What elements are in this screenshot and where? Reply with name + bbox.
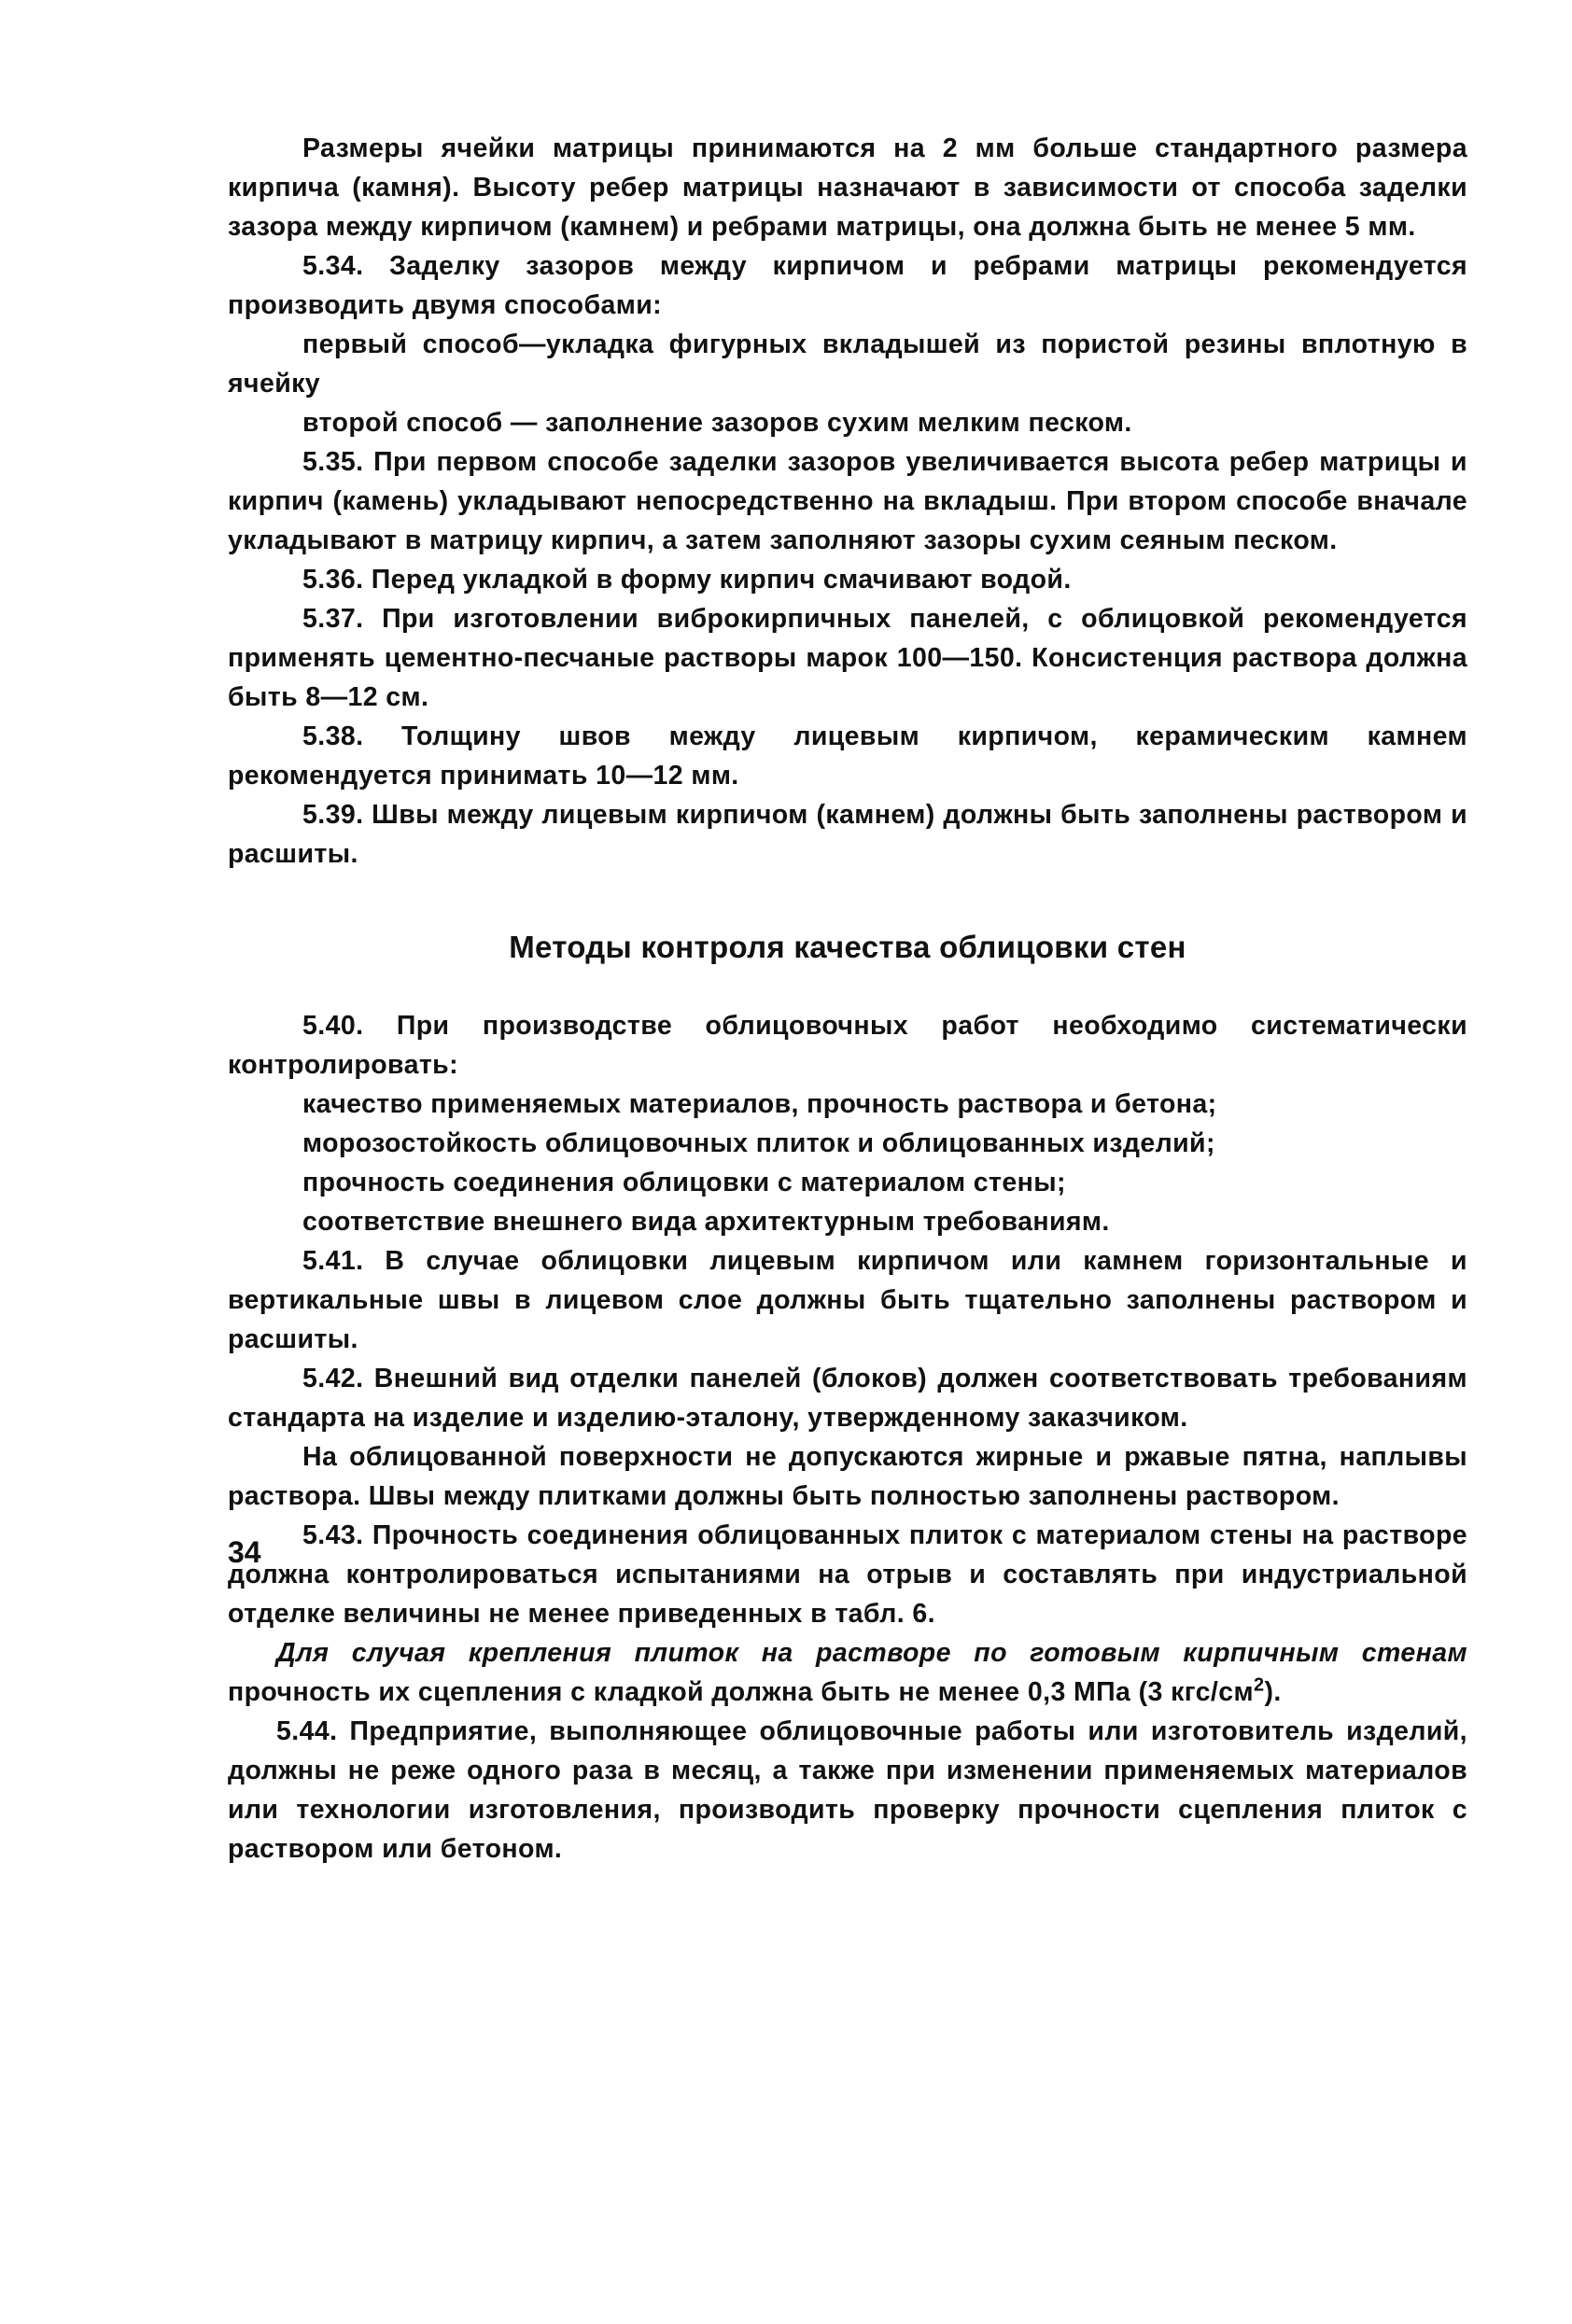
clause-number: 5.35. [302,447,364,477]
note-italic-text: Для случая крепления плиток на растворе по готовым кирпичным стенам [276,1638,1467,1668]
paragraph-5-39: 5.39. Швы между лицевым кирпичом (камнем) должны быть заполнены раствором и расшиты. [228,800,1467,869]
list-item: соответствие внешнего вида архитектурным требованиям. [302,1207,1110,1237]
clause-number: 5.40. [302,1011,364,1041]
paragraph-5-41: 5.41. В случае облицовки лицевым кирпичом или камнем горизонтальные и вертикальные швы в лицевом слое должны быть тщательно заполнены раствором и расшиты. [228,1246,1467,1354]
paragraph-5-36: 5.36. Перед укладкой в форму кирпич смачивают водой. [302,565,1072,595]
page-number: 34 [228,1535,261,1569]
clause-number: 5.39. [302,800,364,830]
paragraph-5-43: 5.43. Прочность соединения облицованных плиток с материалом стены на растворе должна контролироваться испытаниями на отрыв и составлять при индустриальной отделке величины не менее приведенных в табл. 6. [228,1520,1467,1629]
list-item: первый способ—укладка фигурных вкладышей из пористой резины вплотную в ячейку [228,329,1467,399]
clause-number: 5.37. [302,604,364,634]
clause-number: 5.43. [302,1520,364,1550]
list-item: качество применяемых материалов, прочность раствора и бетона; [302,1089,1217,1119]
paragraph: Размеры ячейки матрицы принимаются на 2 мм больше стандартного размера кирпича (камня). Высоту ребер матрицы назначают в зависимости от способа заделки зазора между кирпичом (камнем) и ребрами матрицы, она должна быть не менее 5 мм. [228,133,1467,242]
clause-number: 5.38. [302,721,364,751]
paragraph-5-37: 5.37. При изготовлении виброкирпичных панелей, с облицовкой рекомендуется применять цементно-песчаные растворы марок 100—150. Консистенция раствора должна быть 8—12 см. [228,604,1467,712]
list-item: прочность соединения облицовки с материалом стены; [302,1168,1066,1197]
list-item: второй способ — заполнение зазоров сухим мелким песком. [302,408,1132,438]
note-paragraph: Для случая крепления плиток на растворе по готовым кирпичным стенам прочность их сцепления с кладкой должна быть не менее 0,3 МПа (3 кгс/$см^2$). [228,1638,1467,1707]
superscript: 2 [1253,1674,1265,1696]
clause-number: 5.36. [302,565,364,595]
paragraph-5-38: 5.38. Толщину швов между лицевым кирпичом, керамическим камнем рекомендуется принимать 10—12 мм. [228,721,1467,791]
paragraph: На облицованной поверхности не допускаются жирные и ржавые пятна, наплывы раствора. Швы между плитками должны быть полностью заполнены раствором. [228,1442,1467,1511]
paragraph-5-40: 5.40. При производстве облицовочных работ необходимо систематически контролировать: [228,1011,1467,1080]
section-heading: Методы контроля качества облицовки стен [509,930,1186,964]
paragraph-5-34: 5.34. Заделку зазоров между кирпичом и ребрами матрицы рекомендуется производить двумя способами: [228,251,1467,320]
clause-number: 5.41. [302,1246,364,1276]
clause-number: 5.34. [302,251,364,281]
list-item: морозостойкость облицовочных плиток и облицованных изделий; [302,1128,1215,1158]
paragraph-5-44: 5.44. Предприятие, выполняющее облицовочные работы или изготовитель изделий, должны не реже одного раза в месяц, а также при изменении применяемых материалов или технологии изготовления, производить проверку прочности сцепления плиток с раствором или бетоном. [228,1716,1467,1864]
clause-number: 5.42. [302,1364,364,1393]
body-text [228,129,1467,1869]
clause-number: 5.44. [276,1716,338,1746]
paragraph-5-35: 5.35. При первом способе заделки зазоров увеличивается высота ребер матрицы и кирпич (камень) укладывают непосредственно на вкладыш. При втором способе вначале укладывают в матрицу кирпич, а затем заполняют зазоры сухим сеяным песком. [228,447,1467,555]
paragraph-5-42: 5.42. Внешний вид отделки панелей (блоков) должен соответствовать требованиям стандарта на изделие и изделию-эталону, утвержденному заказчиком. [228,1364,1467,1433]
